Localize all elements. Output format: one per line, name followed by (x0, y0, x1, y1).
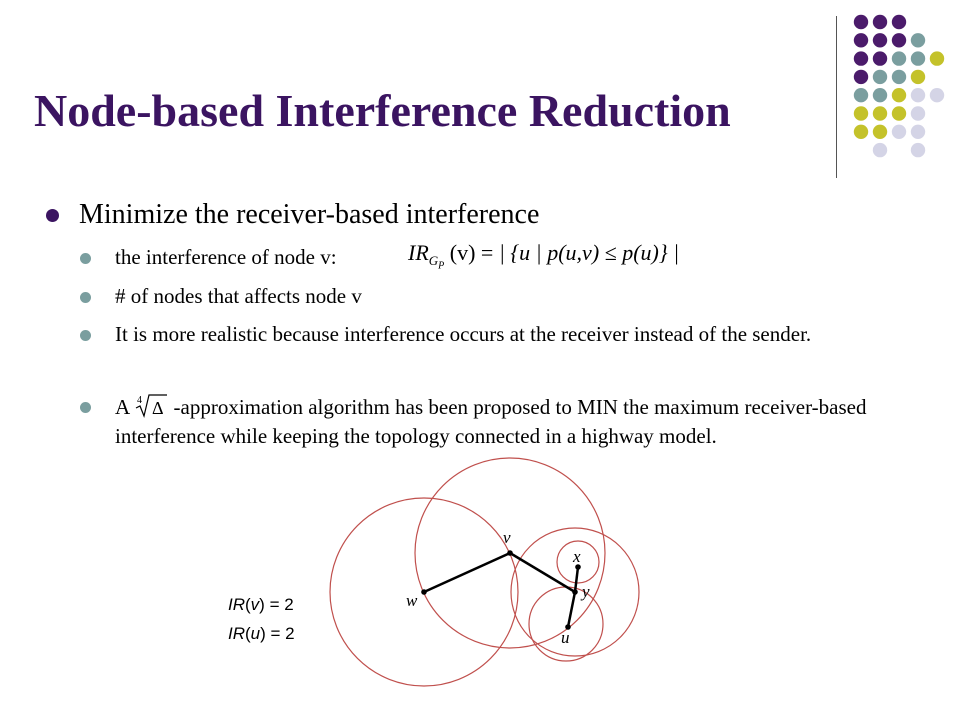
ir-v-value: = 2 (269, 595, 294, 614)
edge-v-y (510, 553, 575, 592)
ir-v-arg: v (250, 595, 260, 614)
formula-lhs: IR (408, 240, 429, 265)
label-y: y (582, 582, 590, 601)
node-w (421, 589, 427, 595)
range-circle-u (529, 587, 603, 661)
formula-subscript: G (428, 253, 439, 269)
formula-set: | {u | p(u,v) ≤ p(u)} | (498, 240, 680, 265)
approx-prefix: A (115, 395, 130, 419)
ir-v-label: IR(v) = 2 (228, 595, 294, 614)
node-v (507, 550, 513, 556)
approx-text: -approximation algorithm has been proposed to MIN the maximum receiver-based interference while keeping the topology connected in a highway model. (115, 395, 867, 448)
main-bullet-text: Minimize the receiver-based interference (79, 199, 540, 230)
label-v: v (503, 528, 511, 547)
node-y (572, 589, 578, 595)
edge-w-v (424, 553, 510, 592)
ir-u-value: = 2 (270, 624, 295, 643)
sub-bullet-text: the interference of node v: (115, 245, 337, 269)
sub-bullet-text: It is more realistic because interference occurs at the receiver instead of the sender. (115, 322, 812, 346)
label-u: u (561, 628, 570, 647)
slide-title: Node-based Interference Reduction (34, 85, 731, 136)
edge-y-u (568, 592, 575, 627)
root-radicand: Δ (152, 398, 164, 418)
ir-u-label: IR(u) = 2 (228, 624, 295, 643)
label-x: x (573, 547, 581, 566)
formula-subsub: P (438, 260, 445, 272)
sub-bullet-text: # of nodes that affects node v (115, 284, 362, 308)
ir-u-name: IR (228, 624, 245, 643)
label-w: w (406, 591, 418, 610)
root-index: 4 (137, 395, 143, 406)
ir-v-name: IR (228, 595, 245, 614)
formula-arg: (v) = (449, 240, 494, 265)
ir-u-arg: u (250, 624, 261, 643)
